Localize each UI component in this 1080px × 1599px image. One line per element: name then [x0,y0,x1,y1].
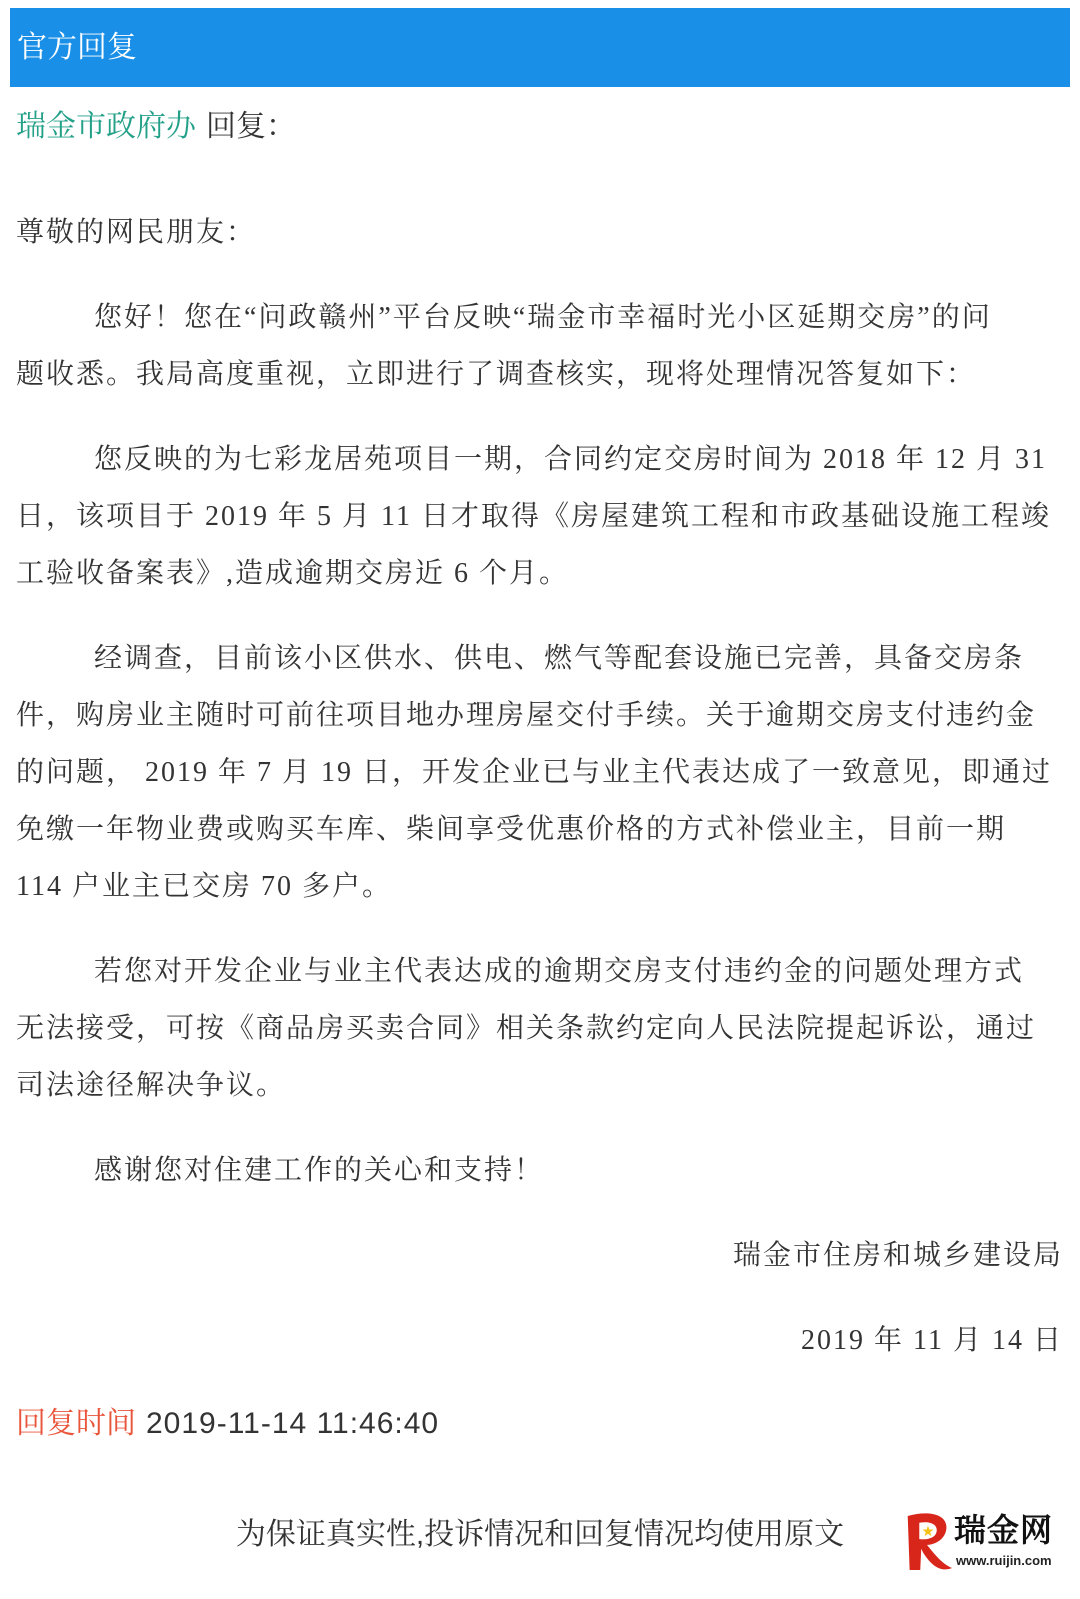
reply-time [16,1395,439,1452]
authenticity-note: 为保证真实性,投诉情况和回复情况均使用原文 [235,1518,845,1551]
paragraph-line: 日，该项目于 2019 年 5 月 11 日才取得《房屋建筑工程和市政基础设施工程竣 [16,501,1051,532]
letter-paragraph [16,630,1063,915]
letter-paragraph [16,289,1063,403]
logo-name: 瑞金网 [954,1512,1054,1548]
paragraph-line: 无法接受，可按《商品房买卖合同》相关条款约定向人民法院提起诉讼，通过 [16,1013,1037,1044]
header-title: 官方回复 [17,31,137,64]
paragraph-line: 件，购房业主随时可前往项目地办理房屋交付手续。关于逾期交房支付违约金 [16,700,1037,731]
reply-suffix: 回复： [206,110,296,143]
paragraph-line: 的问题， 2019 年 7 月 19 日，开发企业已与业主代表达成了一致意见，即通过 [16,757,1053,788]
letter-closing: 感谢您对住建工作的关心和支持！ [94,1155,545,1186]
paragraph-line: 免缴一年物业费或购买车库、柴间享受优惠价格的方式补偿业主，目前一期 [16,814,1007,845]
reply-from [16,98,296,155]
paragraph-line: 经调查，目前该小区供水、供电、燃气等配套设施已完善，具备交房条 [94,643,1025,674]
letter-date-block [16,1312,1063,1369]
logo-url: www.ruijin.com [956,1553,1052,1568]
paragraph-line: 工验收备案表》,造成逾期交房近 6 个月。 [16,558,570,589]
logo-star [922,1526,933,1536]
reply-department-link[interactable]: 瑞金市政府办 [16,110,196,143]
paragraph-line: 若您对开发企业与业主代表达成的逾期交房支付违约金的问题处理方式 [94,956,1025,987]
letter-paragraph [16,943,1063,1114]
letter-date: 2019 年 11 月 14 日 [801,1325,1063,1356]
paragraph-line: 司法途径解决争议。 [16,1070,287,1101]
letter-signature-block [16,1227,1063,1284]
reply-time-value: 2019-11-14 11:46:40 [146,1407,440,1440]
paragraph-line: 题收悉。我局高度重视，立即进行了调查核实，现将处理情况答复如下： [16,359,977,390]
paragraph-line: 您好！您在“问政赣州”平台反映“瑞金市幸福时光小区延期交房”的问 [94,302,992,333]
paragraph-line: 您反映的为七彩龙居苑项目一期，合同约定交房时间为 2018 年 12 月 31 [94,444,1048,475]
logo-r-shape [908,1513,952,1570]
reply-time-label: 回复时间 [16,1407,136,1440]
ruijin-logo-icon [900,1510,954,1574]
letter-salutation-block [16,204,1063,261]
reply-letter [16,204,1063,1369]
letter-salutation: 尊敬的网民朋友： [16,217,257,248]
letter-paragraph [16,431,1063,602]
letter-closing-block [16,1142,1063,1199]
ruijin-logo [900,1508,1060,1578]
official-reply-header [10,8,1070,87]
letter-signature: 瑞金市住房和城乡建设局 [732,1240,1063,1271]
paragraph-line: 114 户业主已交房 70 多户。 [16,871,392,902]
